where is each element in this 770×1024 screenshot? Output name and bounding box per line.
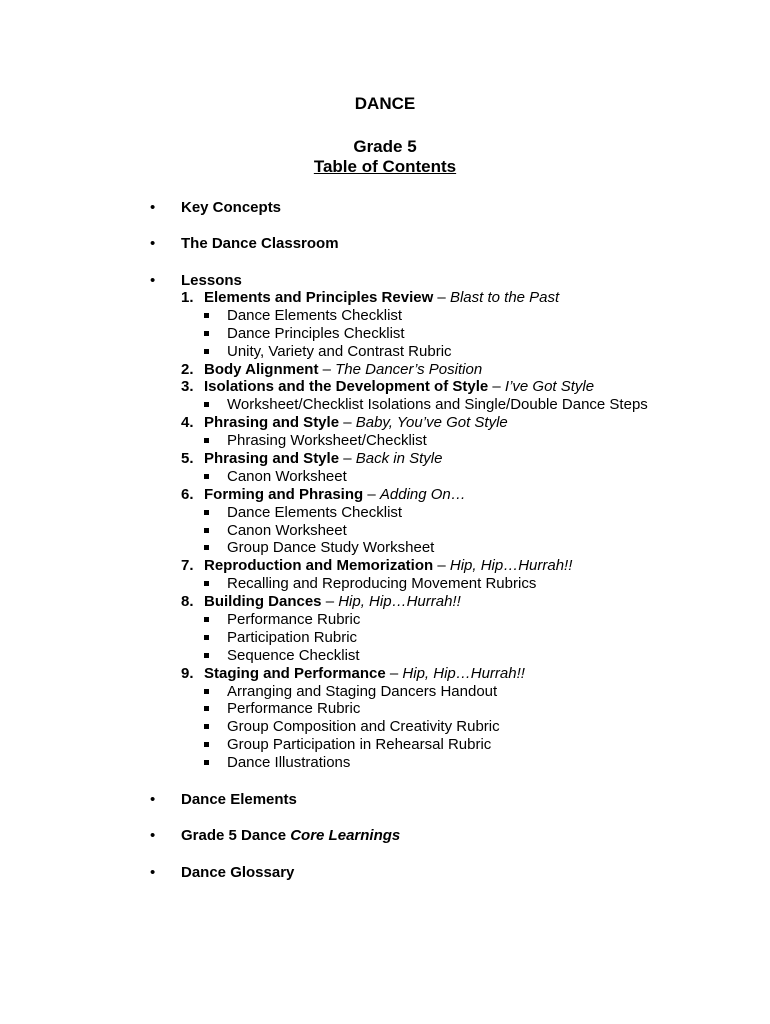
square-bullet-icon [204,617,209,622]
lesson-subtitle: Baby, You’ve Got Style [355,414,508,432]
square-bullet-icon [204,760,209,765]
core-learnings-italic: Core Learnings [290,827,401,844]
lesson-number: 2. [181,360,194,378]
lesson-item [0,378,770,414]
square-bullet-icon [204,331,209,336]
toc-title: Table of Contents [313,157,457,176]
toc-item-label: Lessons [181,272,242,289]
resource-label: Performance Rubric [227,700,361,718]
toc-item-lessons [0,271,770,291]
square-bullet-icon [204,402,209,407]
resource-item [0,718,770,736]
lesson-resources [0,396,770,414]
lessons-list [0,289,770,772]
resource-label: Arranging and Staging Dancers Handout [227,682,498,700]
lesson-title [204,414,508,432]
resource-item [0,736,770,754]
resource-label: Sequence Checklist [227,646,360,664]
lesson-title [204,289,559,307]
lesson-item [0,486,770,558]
lesson-subtitle: Hip, Hip…Hurrah!! [338,593,461,611]
lesson-resources [0,504,770,558]
bullet-icon: • [150,199,156,216]
bullet-icon: • [150,235,156,252]
square-bullet-icon [204,724,209,729]
resource-item [0,396,770,414]
resource-item [0,683,770,701]
resource-label: Group Participation in Rehearsal Rubric [227,736,492,754]
resource-label: Recalling and Reproducing Movement Rubrics [227,575,537,593]
resource-item [0,343,770,361]
resource-item [0,611,770,629]
square-bullet-icon [204,313,209,318]
toc-item-label [181,826,400,846]
lesson-title [204,450,442,468]
lesson-number: 8. [181,593,194,611]
resource-item [0,307,770,325]
lesson-title-bold: Body Alignment [204,360,319,378]
bullet-icon: • [150,864,156,881]
lesson-title [204,486,466,504]
resource-item [0,504,770,522]
lesson-resources [0,468,770,486]
core-learnings-prefix: Grade 5 Dance [181,827,291,844]
lesson-title-bold: Staging and Performance [204,664,386,682]
square-bullet-icon [204,653,209,658]
square-bullet-icon [204,474,209,479]
lesson-title-bold: Phrasing and Style [204,450,340,468]
lesson-heading [0,665,770,683]
lesson-heading [0,486,770,504]
resource-label: Phrasing Worksheet/Checklist [227,432,427,450]
lesson-heading [0,414,770,432]
toc-item-label: The Dance Classroom [181,235,339,252]
lesson-title-bold: Elements and Principles Review [204,289,434,306]
resource-item [0,575,770,593]
resource-label: Canon Worksheet [227,467,347,485]
lesson-subtitle: I’ve Got Style [504,378,595,396]
toc-item-core-learnings [0,826,770,846]
lesson-title-bold: Phrasing and Style [204,414,340,432]
lesson-title-dash: – [321,593,339,611]
lesson-title [204,361,482,379]
bullet-icon: • [150,827,156,844]
lesson-number: 5. [181,450,194,468]
resource-label: Dance Illustrations [227,754,351,772]
lesson-title-dash: – [318,360,336,378]
lesson-subtitle: The Dancer’s Position [335,360,483,378]
resource-item [0,700,770,718]
resource-item [0,432,770,450]
lesson-title-bold: Building Dances [204,593,322,611]
toc-item-dance-glossary [0,863,770,883]
resource-label: Dance Principles Checklist [227,324,405,342]
square-bullet-icon [204,545,209,550]
lesson-heading [0,289,770,307]
bullet-icon: • [150,272,156,289]
toc-item-dance-elements [0,790,770,810]
resource-item [0,539,770,557]
lesson-resources [0,575,770,593]
resource-label: Performance Rubric [227,611,361,629]
square-bullet-icon [204,510,209,515]
lesson-title-dash: – [488,378,505,396]
resource-label: Unity, Variety and Contrast Rubric [227,342,452,360]
lesson-item [0,289,770,361]
lesson-item [0,450,770,486]
lesson-subtitle: Back in Style [355,450,443,468]
lesson-resources [0,683,770,772]
lesson-title [204,593,461,611]
lesson-item [0,665,770,772]
resource-label: Participation Rubric [227,628,358,646]
lesson-title-dash: – [339,414,356,432]
toc-item-dance-classroom [0,234,770,254]
lesson-title-dash: – [385,664,403,682]
square-bullet-icon [204,689,209,694]
lesson-resources [0,611,770,665]
square-bullet-icon [204,438,209,443]
lesson-subtitle: Blast to the Past [449,289,560,306]
resource-label: Canon Worksheet [227,521,347,539]
lesson-title [204,665,525,683]
square-bullet-icon [204,528,209,533]
lesson-subtitle: Adding On… [379,485,466,503]
lesson-title-dash: – [363,485,380,503]
lesson-number: 3. [181,378,194,396]
lesson-number: 9. [181,664,194,682]
resource-label: Dance Elements Checklist [227,503,403,521]
bullet-icon: • [150,791,156,808]
lesson-heading [0,378,770,396]
lesson-title-bold: Forming and Phrasing [204,485,364,503]
square-bullet-icon [204,706,209,711]
lesson-heading [0,450,770,468]
lesson-title-dash: – [339,450,356,468]
resource-item [0,629,770,647]
square-bullet-icon [204,349,209,354]
lesson-title-bold: Reproduction and Memorization [204,557,434,575]
lesson-title [204,557,572,575]
resource-label: Worksheet/Checklist Isolations and Single/Double Dance Steps [227,396,648,414]
lesson-item [0,361,770,379]
resource-label: Dance Elements Checklist [227,306,403,324]
resource-label: Group Dance Study Worksheet [227,539,435,557]
resource-item [0,325,770,343]
lesson-heading [0,557,770,575]
lesson-number: 4. [181,414,194,432]
resource-item [0,522,770,540]
lesson-number: 1. [181,289,194,306]
resource-item [0,468,770,486]
lesson-title-dash: – [433,289,450,306]
toc-item-label: Dance Elements [181,791,297,808]
square-bullet-icon [204,635,209,640]
lesson-title-dash: – [433,557,450,575]
lesson-title-bold: Isolations and the Development of Style [204,378,489,396]
lesson-item [0,557,770,593]
lesson-resources [0,432,770,450]
lesson-resources [0,307,770,361]
lesson-subtitle: Hip, Hip…Hurrah!! [449,557,573,575]
lesson-number: 6. [181,485,194,503]
toc-item-key-concepts [0,198,770,218]
grade-heading: Grade 5 [353,137,417,156]
lesson-heading [0,361,770,379]
square-bullet-icon [204,742,209,747]
document-subject-heading: DANCE [354,94,416,113]
toc-item-label: Dance Glossary [181,864,295,881]
square-bullet-icon [204,581,209,586]
lesson-title [204,378,594,396]
lesson-item [0,414,770,450]
resource-label: Group Composition and Creativity Rubric [227,718,500,736]
lesson-subtitle: Hip, Hip…Hurrah!! [402,664,525,682]
lesson-number: 7. [181,557,194,575]
resource-item [0,754,770,772]
toc-item-label: Key Concepts [181,199,282,216]
resource-item [0,647,770,665]
lesson-item [0,593,770,665]
lesson-heading [0,593,770,611]
